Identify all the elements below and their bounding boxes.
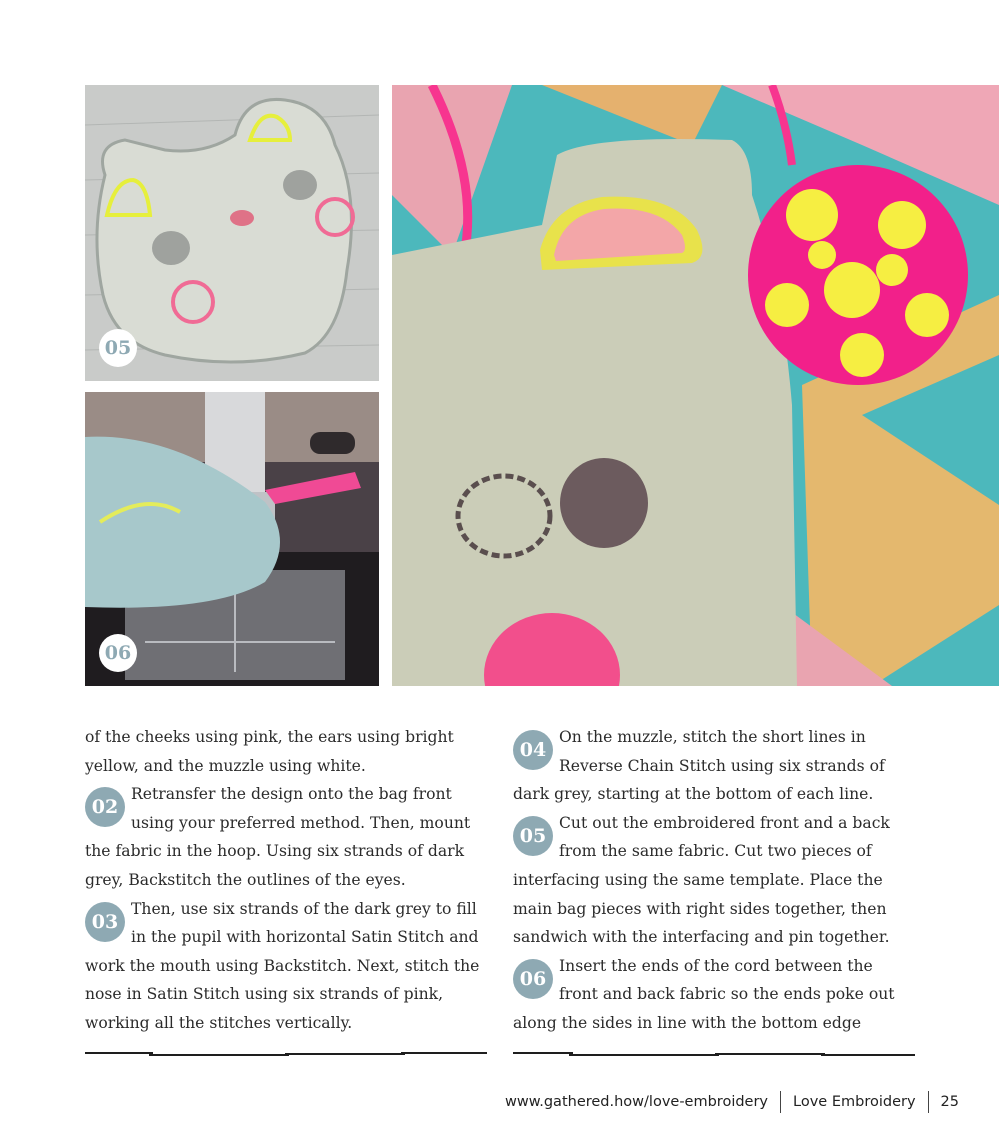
photo-step-badge: 06 xyxy=(99,634,137,672)
step-text: Then, use six strands of the dark grey to fill in the pupil with horizontal Satin Stitch and work the mouth using Backstitch. Next, stitch the nose in Satin Stitch using six strands of pink, working all the stitches vertically. xyxy=(85,899,480,1032)
step-number-badge: 05 xyxy=(513,816,553,856)
step-number-badge: 03 xyxy=(85,902,125,942)
footer-separator xyxy=(780,1091,781,1113)
step-text: Retransfer the design onto the bag front using your preferred method. Then, mount the fabric in the hoop. Using six strands of dark grey, Backstitch the outlines of the eyes. xyxy=(85,785,471,889)
instruction-step xyxy=(513,723,915,809)
step-number-badge: 04 xyxy=(513,730,553,770)
step-number-badge: 02 xyxy=(85,787,125,827)
photo-sewing-machine xyxy=(85,392,379,686)
footer-magazine-title: Love Embroidery xyxy=(793,1094,916,1110)
instruction-step xyxy=(513,952,915,1038)
page-number: 25 xyxy=(940,1094,959,1110)
photo-finished-bag xyxy=(392,85,999,686)
step-text: On the muzzle, stitch the short lines in Reverse Chain Stitch using six strands of dark grey, starting at the bottom of each line. xyxy=(513,728,885,804)
photo-template-transfer xyxy=(85,85,379,381)
footer-separator xyxy=(928,1091,929,1113)
instruction-step xyxy=(513,809,915,952)
text-column-right xyxy=(513,723,915,1038)
footer-url: www.gathered.how/love-embroidery xyxy=(505,1094,769,1110)
photo-step-badge: 05 xyxy=(99,329,137,367)
instruction-step xyxy=(85,780,487,894)
step-number-badge: 06 xyxy=(513,959,553,999)
text-column-left xyxy=(85,723,487,1038)
step-text: Insert the ends of the cord between the front and back fabric so the ends poke out along the sides in line with the bottom edge xyxy=(513,956,895,1032)
intro-paragraph: of the cheeks using pink, the ears using bright yellow, and the muzzle using white. xyxy=(85,728,454,775)
page-footer xyxy=(505,1091,959,1113)
step-text: Cut out the embroidered front and a back from the same fabric. Cut two pieces of interfacing using the same template. Place the main bag pieces with right sides together, then sandwich with the interfacing and pin together. xyxy=(513,813,890,947)
divider-rule xyxy=(85,1052,487,1056)
instruction-step xyxy=(85,895,487,1038)
divider-rule xyxy=(513,1052,915,1056)
